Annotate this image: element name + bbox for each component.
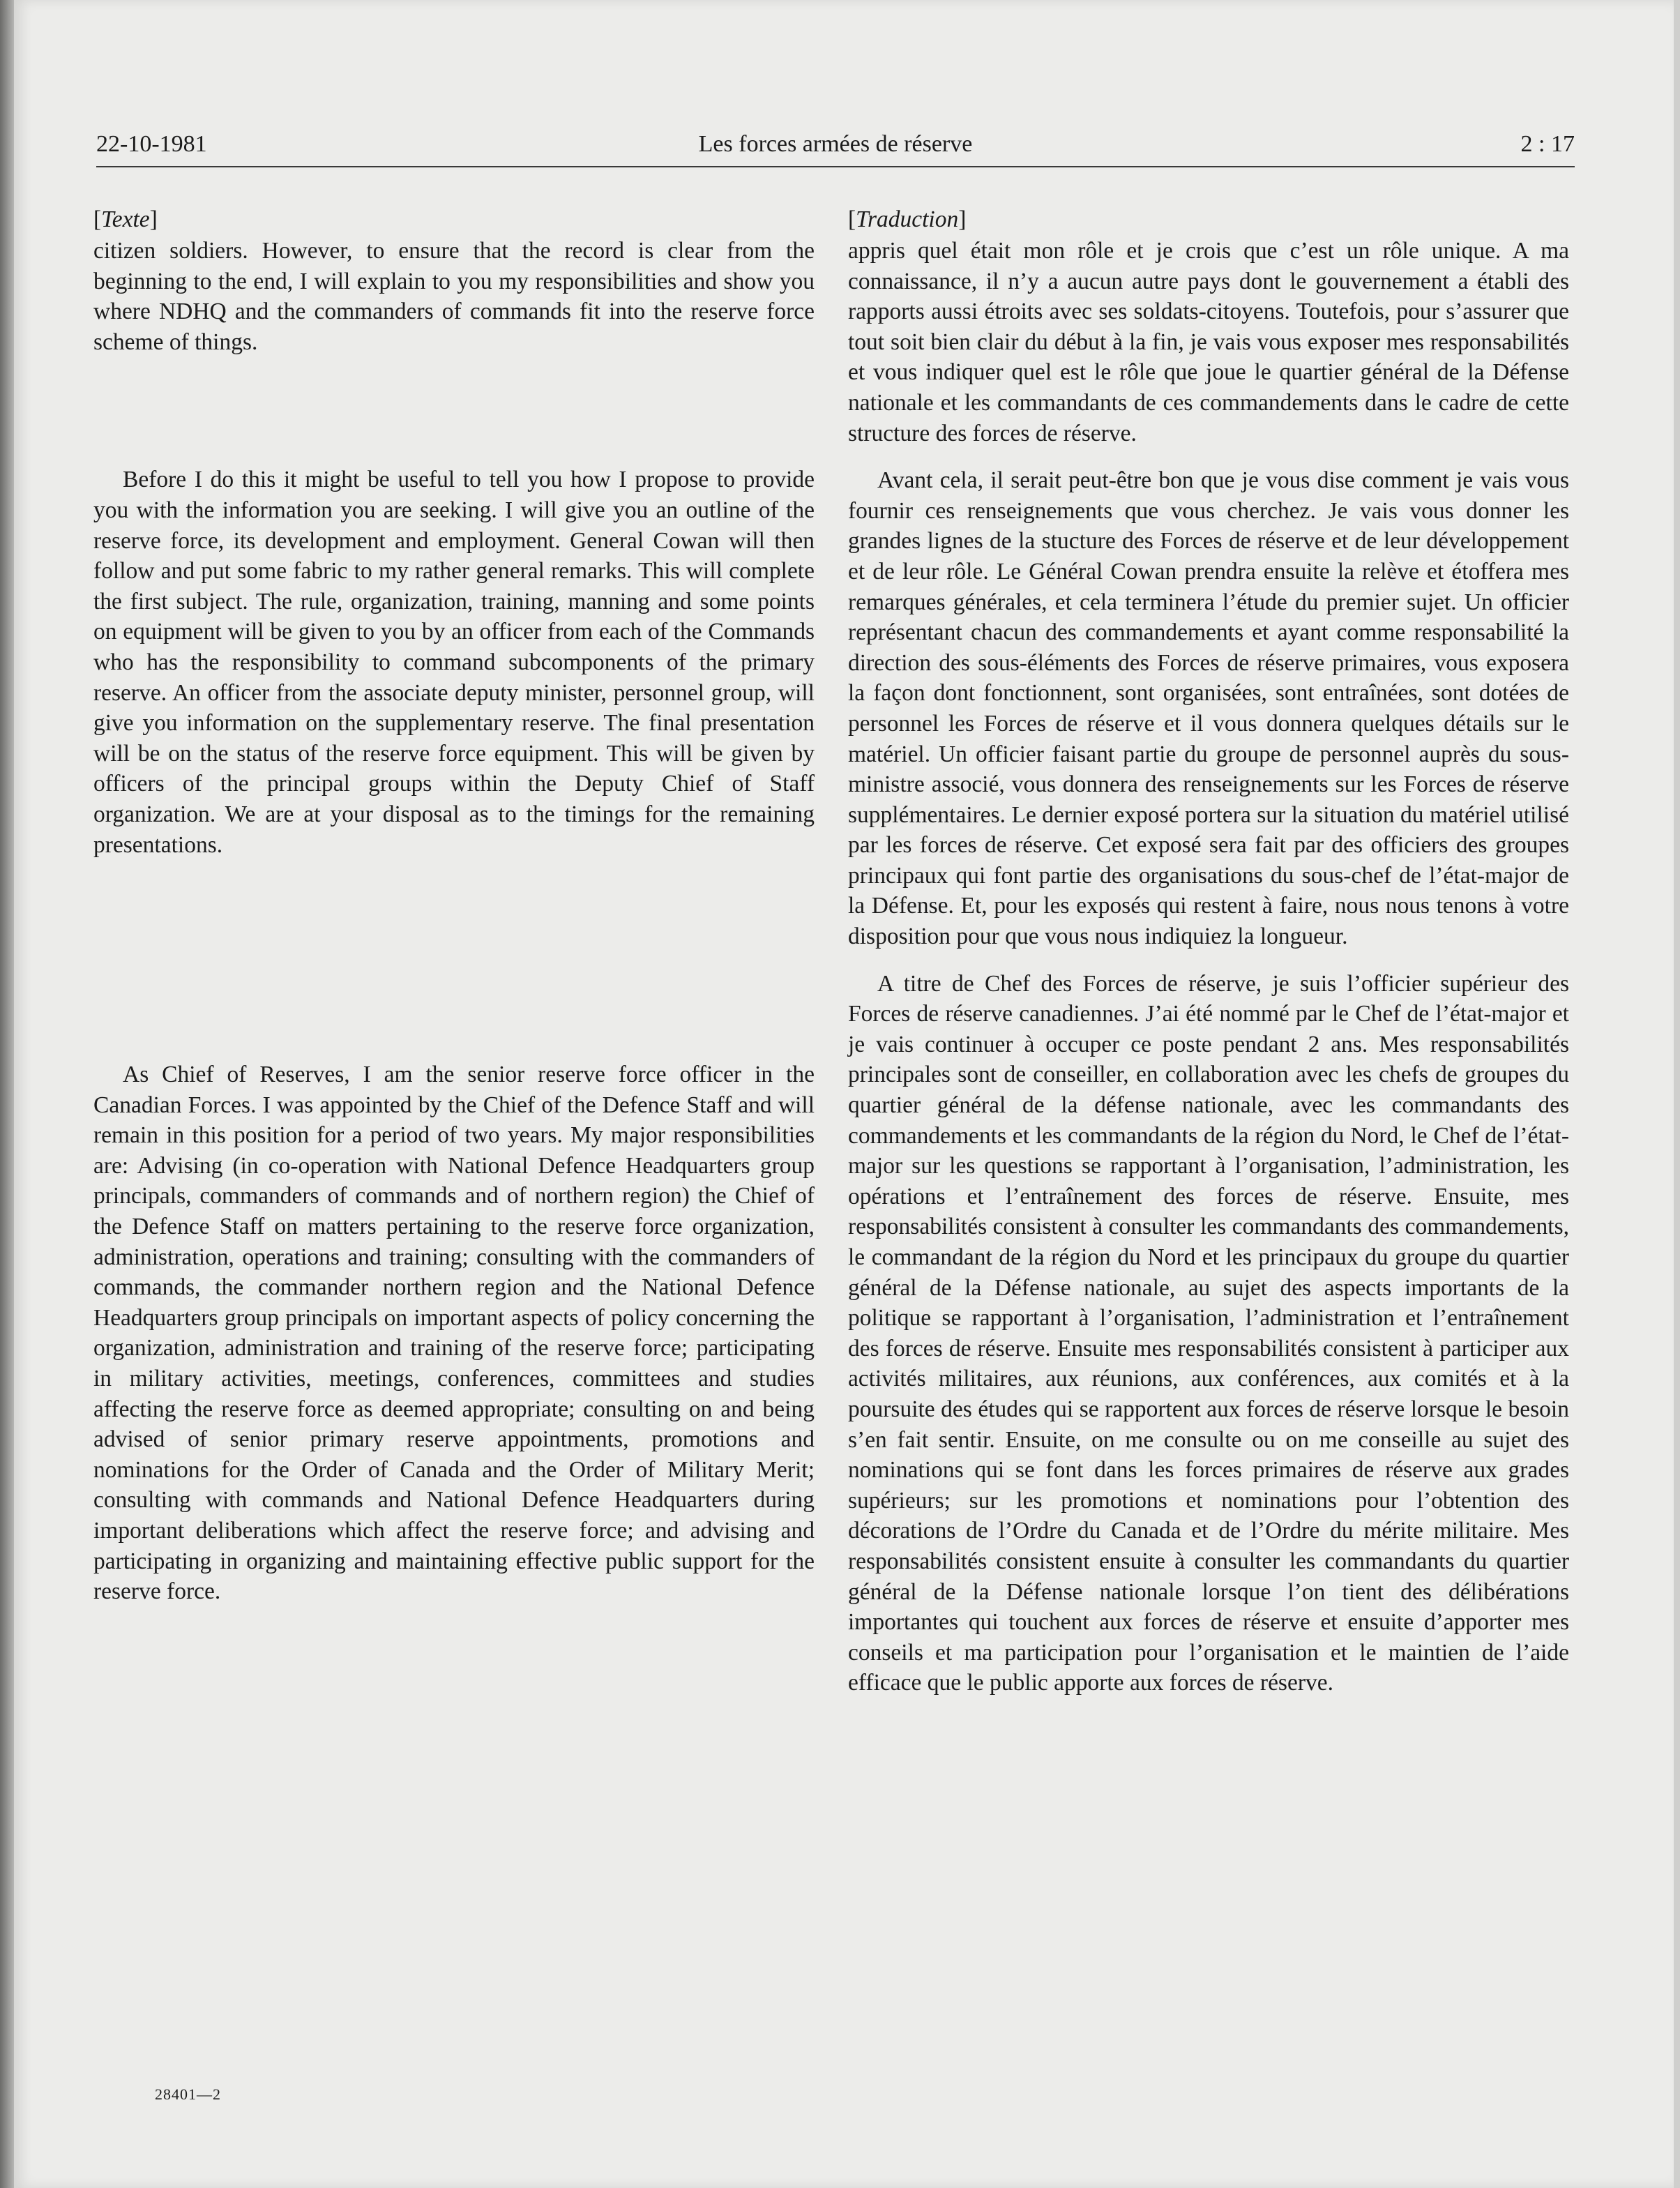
- header-page-number: 2 : 17: [1520, 131, 1575, 157]
- right-paragraph-1: appris quel était mon rôle et je crois que c’est un rôle unique. A ma connaissance, il n’y a aucun autre pays dont le gouvernement a établi des rapports aussi étroits avec ses soldats-citoyens. Toutefois, pour s’assurer que tout soit bien clair du début à la fin, je vais vous exposer mes responsabilités et vous indiquer quel est le rôle que joue le quartier général de la Défense nationale et les commandants de ces commandements dans le cadre de cette structure des forces de réserve.: [848, 238, 1569, 446]
- header-title: Les forces armées de réserve: [698, 131, 973, 157]
- column-label-text: Traduction: [856, 206, 959, 232]
- left-column-english: [93, 204, 815, 1607]
- running-header: [96, 131, 1575, 167]
- left-paragraph-1: citizen soldiers. However, to ensure that the record is clear from the beginning to the end, I will explain to you my responsibilities and show you where NDHQ and the commanders of commands fit into the reserve force scheme of things.: [93, 238, 815, 355]
- column-label-left: [Texte]: [93, 206, 158, 232]
- header-date: 22-10-1981: [96, 131, 207, 157]
- page-binding-edge: [0, 0, 15, 2188]
- column-label-right: [Traduction]: [848, 206, 967, 232]
- right-paragraph-3: A titre de Chef des Forces de réserve, je suis l’officier supérieur des Forces de réserve canadiennes. J’ai été nommé par le Chef de l’état-major et je vais continuer à occuper ce poste pendant 2 ans. Mes responsabilités principales sont de conseiller, en collaboration avec les chefs de groupes du quartier général de la défense nationale, avec les commandants des commandements et les commandants de la région du Nord, le Chef de l’état-major sur les questions se rapportant à l’organisation, l’administration, les opérations et l’entraînement des forces de réserve. Ensuite, mes responsabilités consistent à consulter les commandants des commandements, le commandant de la région du Nord et les principaux du groupe du quartier général de la Défense nationale, au sujet des aspects importants de la politique se rapportant à l’organisation, l’administration et l’entraînement des forces de réserve. Ensuite mes responsabilités consistent à participer aux activités militaires, aux réunions, aux conférences, aux comités et à la poursuite des études qui se rapportent aux forces de réserve lorsque le besoin s’en fait sentir. Ensuite, on me consulte ou on me conseille au sujet des nominations qui se font dans les forces primaires de réserve aux grades supérieurs; sur les promotions et nominations pour l’obtention des décorations de l’Ordre du Canada et de l’Ordre du mérite militaire. Mes responsabilités consistent ensuite à consulter les commandants du quartier général de la Défense nationale lorsque l’on tient des délibérations importantes qui touchent aux forces de réserve et ensuite d’apporter mes conseils et ma participation pour l’organisation et le maintien de l’aide efficace que le public apporte aux forces de réserve.: [848, 970, 1569, 1696]
- left-paragraph-3: As Chief of Reserves, I am the senior reserve force officer in the Canadian Forces. I was appointed by the Chief of the Defence Staff and will remain in this position for a period of two years. My major responsibilities are: Advising (in co-operation with National Defence Headquarters group principals, commanders of commands and of northern region) the Chief of the Defence Staff on matters pertaining to the reserve force organization, administration, operations and training; consulting with the commanders of commands, the commander northern region and the National Defence Headquarters group principals on important aspects of policy concerning the organization, administration and training of the reserve force; participating in military activities, meetings, conferences, committees and studies affecting the reserve force as deemed appropriate; consulting on and being advised of senior primary reserve appointments, promotions and nominations for the Order of Canada and the Order of Military Merit; consulting with commands and National Defence Headquarters during important deliberations which affect the reserve force; and advising and participating in organizing and maintaining effective public support for the reserve force.: [93, 1062, 815, 1605]
- column-label-text: Texte: [101, 206, 150, 232]
- right-paragraph-2: Avant cela, il serait peut-être bon que je vous dise comment je vais vous fournir ces renseignements que vous cherchez. Je vais vous donner les grandes lignes de la stucture des Forces de réserve et de leur développement et de leur rôle. Le Général Cowan prendra ensuite la relève et étoffera mes remarques générales, et cela terminera l’étude du premier sujet. Un officier représentant chacun des commandements et ayant comme responsabilité la direction des sous-éléments des Forces de réserve primaires, vous exposera la façon dont fonctionnent, sont organisées, sont entraînées, sont dotées de personnel les Forces de réserve et il vous donnera quelques détails sur le matériel. Un officier faisant partie du groupe de personnel auprès du sous-ministre associé, vous donnera des renseignements sur les Forces de réserve supplémentaires. Le dernier exposé portera sur la situation du matériel utilisé par les forces de réserve. Cet exposé sera fait par des officiers des groupes principaux qui font partie des organisations du sous-chef de l’état-major de la Défense. Et, pour les exposés qui restent à faire, nous nous tenons à votre disposition pour que vous nous indiquiez la longueur.: [848, 467, 1569, 950]
- footer-print-code: 28401—2: [155, 2085, 221, 2103]
- left-paragraph-2: Before I do this it might be useful to tell you how I propose to provide you with the information you are seeking. I will give you an outline of the reserve force, its development and employment. General Cowan will then follow and put some fabric to my rather general remarks. This will complete the first subject. The rule, organization, training, manning and some points on equipment will be given to you by an officer from each of the Commands who has the responsibility to command subcomponents of the primary reserve. An officer from the associate deputy minister, personnel group, will give you information on the supplementary reserve. The final presentation will be on the status of the reserve force equipment. This will be given by officers of the principal groups within the Deputy Chief of Staff organization. We are at your disposal as to the timings for the remaining presentations.: [93, 467, 815, 858]
- right-column-french: [848, 204, 1569, 1698]
